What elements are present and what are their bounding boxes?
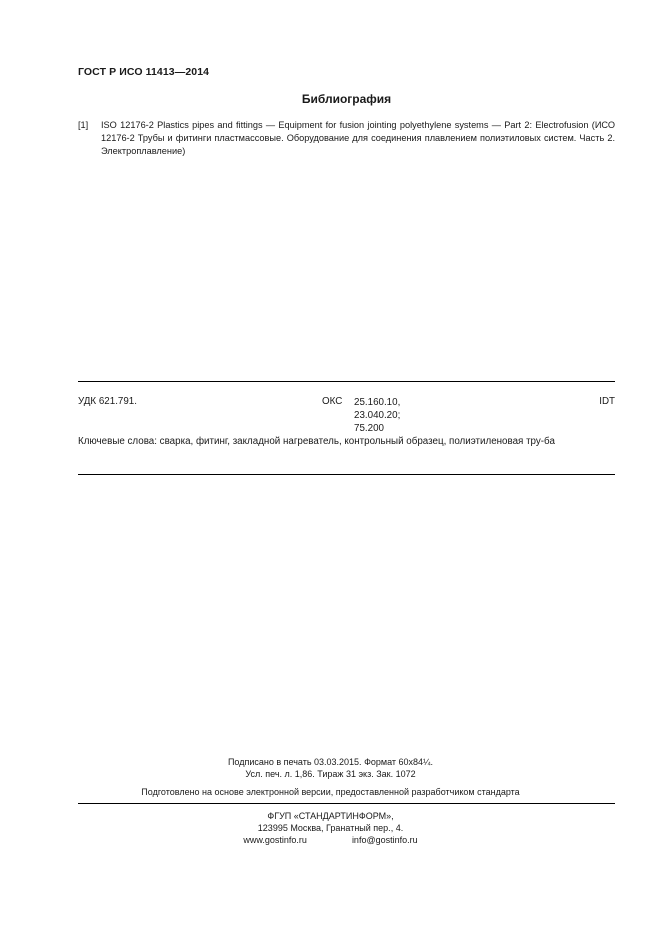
- oks-codes: [354, 396, 400, 435]
- print-details: [0, 756, 661, 780]
- oks-label: ОКС: [322, 396, 343, 407]
- document-header: ГОСТ Р ИСО 11413—2014: [78, 66, 210, 78]
- oks-code: 23.040.20;: [354, 410, 401, 421]
- contact-line: [0, 834, 661, 846]
- udk-code: УДК 621.791.: [78, 396, 137, 407]
- website-link[interactable]: www.gostinfo.ru: [243, 835, 307, 845]
- oks-code: 75.200: [354, 423, 384, 434]
- bibliography-text: ISO 12176-2 Plastics pipes and fittings — Equipment for fusion jointing polyethylene systems — Part 2: Electrofusion (ИСО 12176-2 Трубы и фитинги пластмассовые. Оборудование для соединения плавлением полиэтиловых систем. Часть 2. Электроплавление): [101, 120, 615, 156]
- prepared-note: Подготовлено на основе электронной версии, предоставленной разработчиком стандарта: [141, 787, 520, 797]
- divider-middle: [78, 474, 615, 475]
- oks-code: 25.160.10,: [354, 397, 401, 408]
- divider-bottom: [78, 803, 615, 804]
- signed-date: Подписано в печать 03.03.2015. Формат 60х84¼.: [227, 757, 434, 767]
- bibliography-number: [1]: [78, 120, 89, 130]
- print-info: Усл. печ. л. 1,86. Тираж 31 экз. Зак. 1072: [245, 769, 416, 779]
- idt-label: IDT: [599, 396, 615, 407]
- keywords: Ключевые слова: сварка, фитинг, закладной нагреватель, контрольный образец, полиэтиленовая тру-ба: [78, 436, 555, 447]
- publisher-address: 123995 Москва, Гранатный пер., 4.: [257, 823, 404, 833]
- publisher-name: ФГУП «СТАНДАРТИНФОРМ»,: [267, 811, 394, 821]
- publisher-block: [0, 810, 661, 846]
- divider-top: [78, 381, 615, 382]
- section-title: Библиография: [301, 92, 392, 106]
- email-link[interactable]: info@gostinfo.ru: [351, 835, 418, 845]
- bibliography-entry: [78, 119, 615, 158]
